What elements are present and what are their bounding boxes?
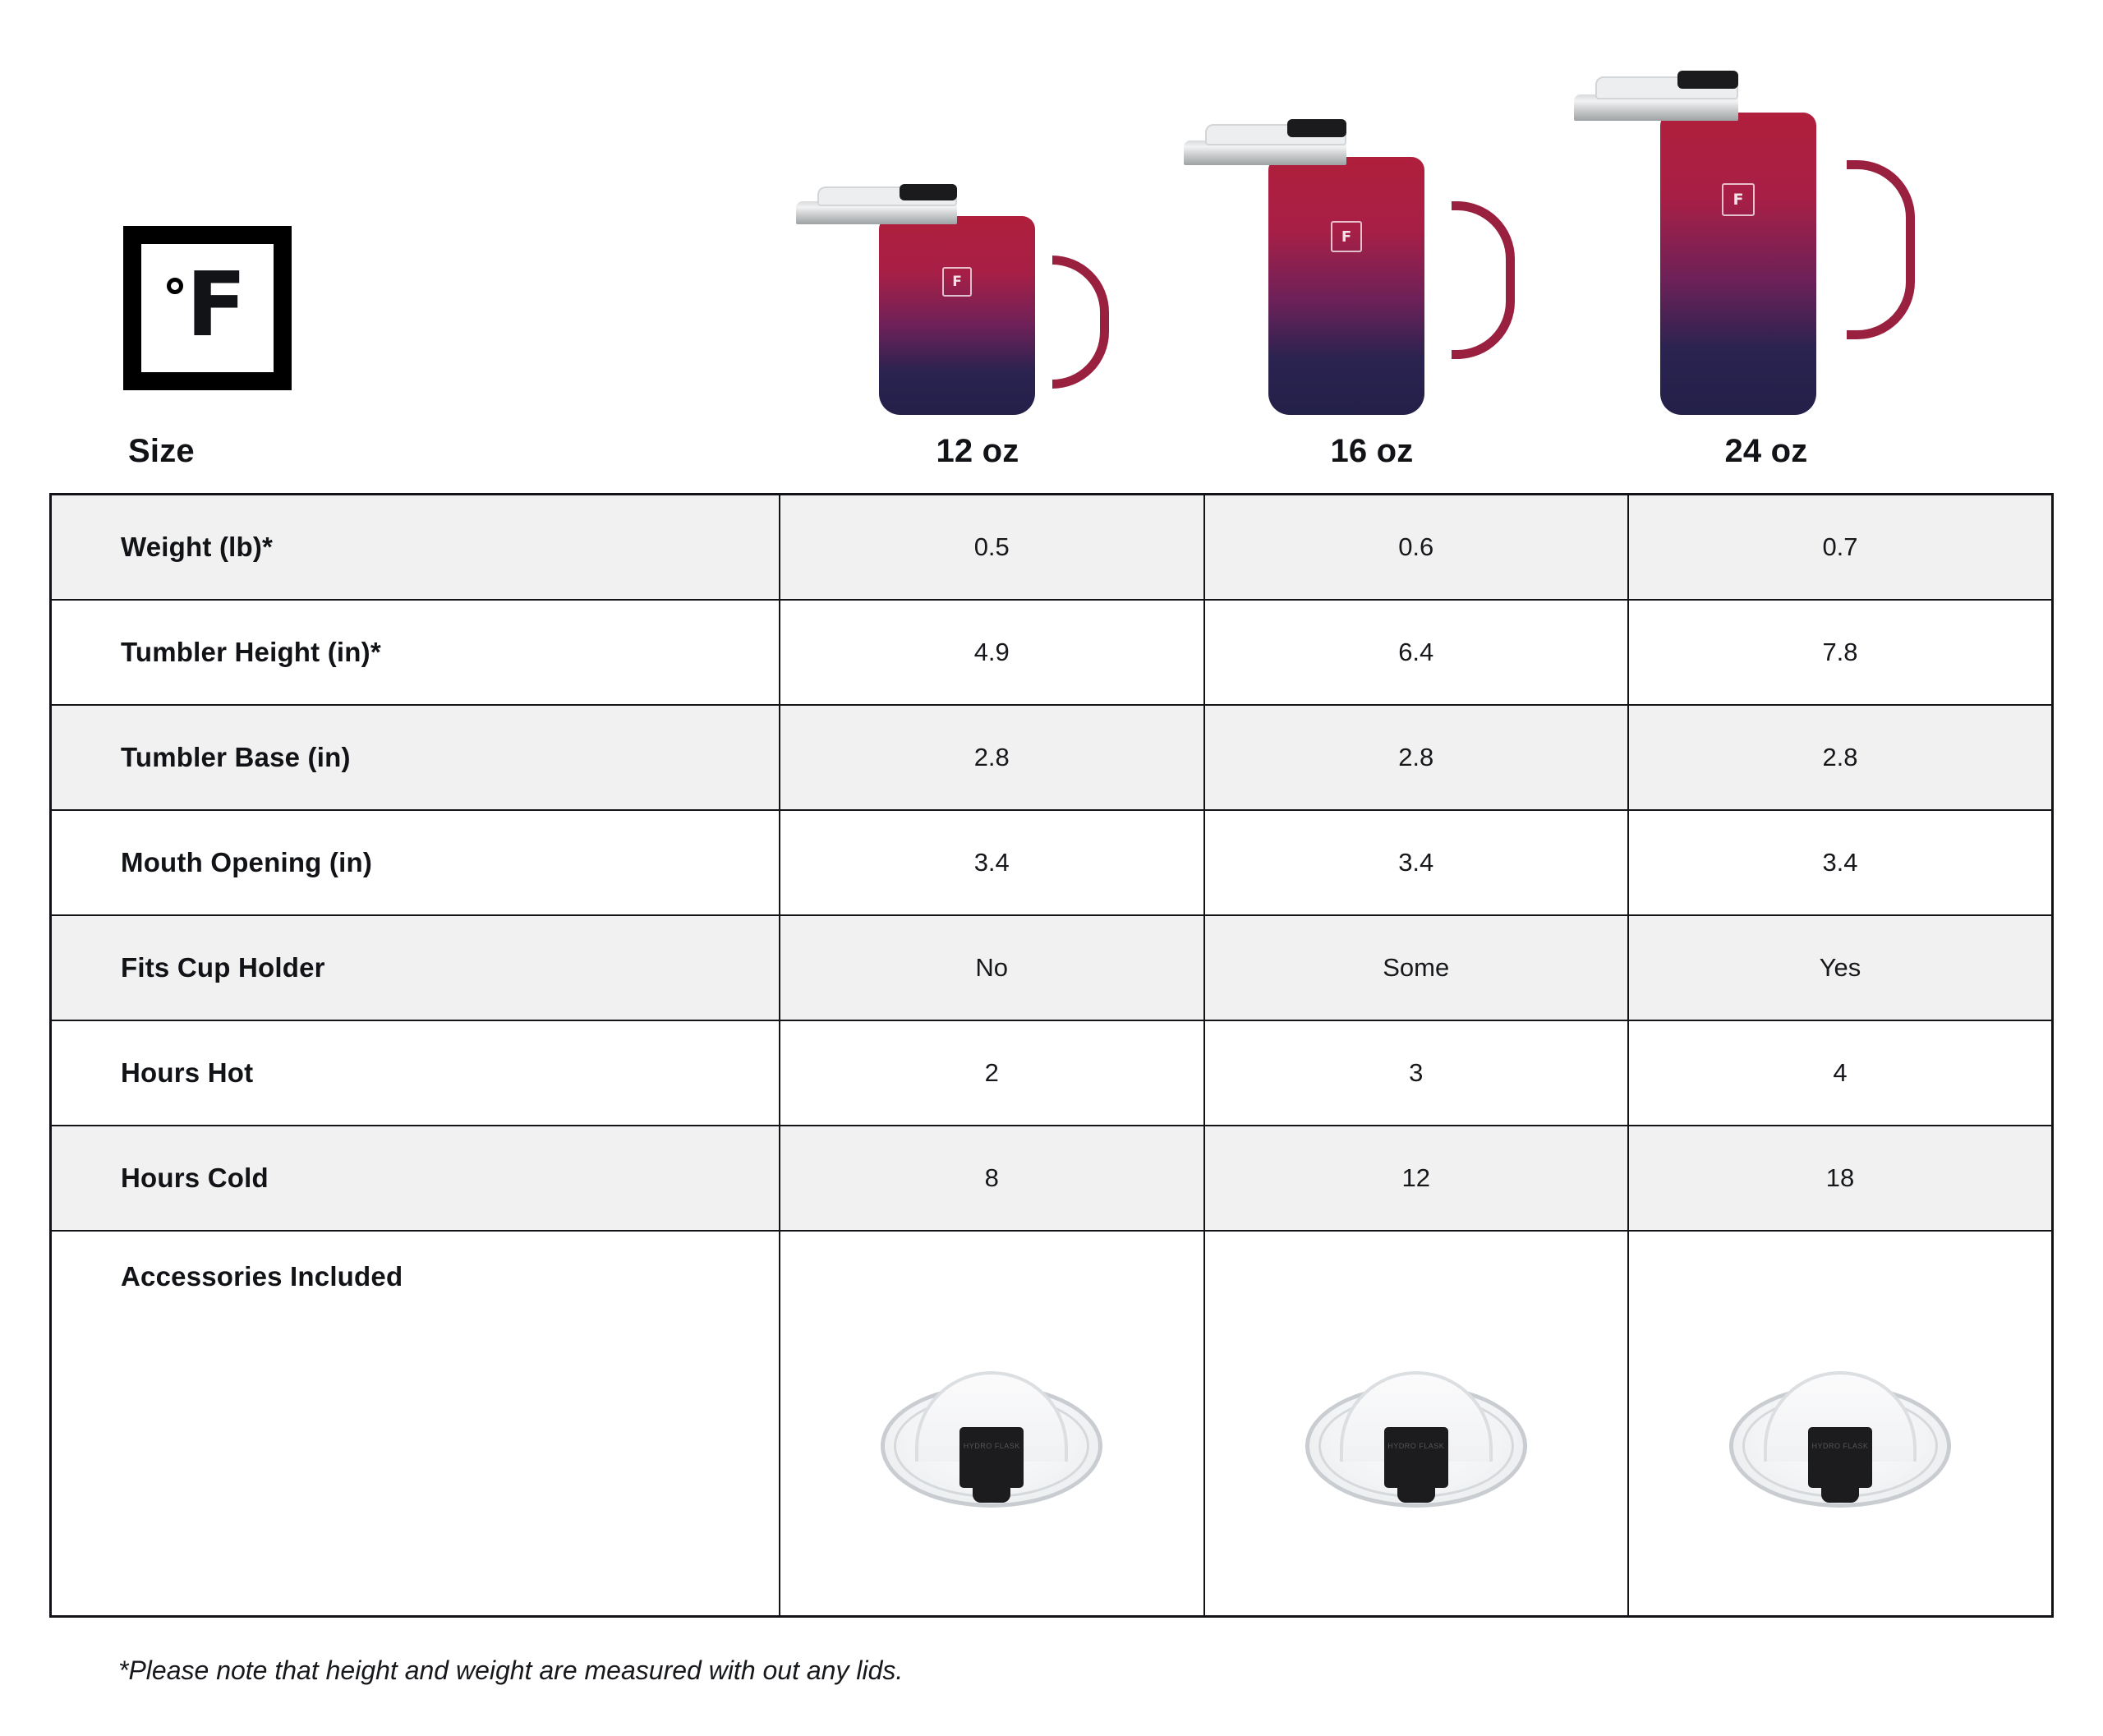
- lid-icon: [881, 1366, 1102, 1514]
- row-label: Hours Cold: [51, 1126, 780, 1231]
- lid-brand-text: HYDRO FLASK: [1811, 1441, 1869, 1450]
- cell-12oz: 3.4: [780, 810, 1204, 915]
- brand-logo: [123, 226, 292, 390]
- logo-letter: F: [186, 254, 246, 357]
- cell-16oz: 3.4: [1204, 810, 1629, 915]
- column-label-12oz: 12 oz: [936, 433, 1019, 469]
- footnote: *Please note that height and weight are measured with out any lids.: [118, 1655, 904, 1685]
- cell-16oz: 0.6: [1204, 495, 1629, 601]
- cell-24oz: 0.7: [1628, 495, 2053, 601]
- cell-12oz: 8: [780, 1126, 1204, 1231]
- tumbler-badge-12oz: F: [942, 267, 972, 297]
- row-label: Tumbler Height (in)*: [51, 600, 780, 705]
- table-row: [51, 1020, 2053, 1126]
- row-label: Fits Cup Holder: [51, 915, 780, 1020]
- cell-16oz: 3: [1204, 1020, 1629, 1126]
- cell-12oz: No: [780, 915, 1204, 1020]
- cell-accessory-16oz: [1204, 1231, 1629, 1617]
- column-label-24oz: 24 oz: [1724, 433, 1808, 469]
- size-header-label: Size: [128, 433, 195, 469]
- row-label: Tumbler Base (in): [51, 705, 780, 810]
- table-row: [51, 600, 2053, 705]
- cell-12oz: 2.8: [780, 705, 1204, 810]
- cell-accessory-12oz: [780, 1231, 1204, 1617]
- cell-16oz: Some: [1204, 915, 1629, 1020]
- lid-brand-text: HYDRO FLASK: [1387, 1441, 1445, 1450]
- table-row: [51, 705, 2053, 810]
- cell-24oz: 18: [1628, 1126, 2053, 1231]
- table-row: [51, 915, 2053, 1020]
- cell-16oz: 6.4: [1204, 600, 1629, 705]
- cell-24oz: 4: [1628, 1020, 2053, 1126]
- product-column-16oz: [1175, 0, 1569, 493]
- header: [49, 0, 2054, 493]
- tumbler-image-16oz: [1240, 119, 1503, 415]
- table-row-accessories: [51, 1231, 2053, 1617]
- cell-12oz: 0.5: [780, 495, 1204, 601]
- cell-12oz: 2: [780, 1020, 1204, 1126]
- lid-icon: [1305, 1366, 1527, 1514]
- cell-accessory-24oz: [1628, 1231, 2053, 1617]
- cell-12oz: 4.9: [780, 600, 1204, 705]
- product-column-12oz: [780, 0, 1175, 493]
- cell-24oz: 3.4: [1628, 810, 2053, 915]
- tumbler-badge-16oz: F: [1331, 221, 1362, 252]
- degree-icon: [167, 278, 183, 294]
- tumbler-image-12oz: [854, 185, 1101, 415]
- cell-24oz: 7.8: [1628, 600, 2053, 705]
- cell-24oz: Yes: [1628, 915, 2053, 1020]
- lid-icon: [1729, 1366, 1951, 1514]
- brand-column: [123, 0, 780, 493]
- tumbler-badge-24oz: F: [1722, 183, 1755, 216]
- row-label: Hours Hot: [51, 1020, 780, 1126]
- column-label-16oz: 16 oz: [1330, 433, 1414, 469]
- row-label: Mouth Opening (in): [51, 810, 780, 915]
- lid-brand-text: HYDRO FLASK: [963, 1441, 1020, 1450]
- row-label: Weight (lb)*: [51, 495, 780, 601]
- table-row: [51, 1126, 2053, 1231]
- cell-16oz: 12: [1204, 1126, 1629, 1231]
- cell-16oz: 2.8: [1204, 705, 1629, 810]
- row-label: Accessories Included: [51, 1231, 780, 1617]
- product-column-24oz: [1569, 0, 1963, 493]
- specifications-table: [49, 493, 2054, 1618]
- table-row: [51, 810, 2053, 915]
- tumbler-image-24oz: [1631, 70, 1902, 415]
- cell-24oz: 2.8: [1628, 705, 2053, 810]
- table-row: [51, 495, 2053, 601]
